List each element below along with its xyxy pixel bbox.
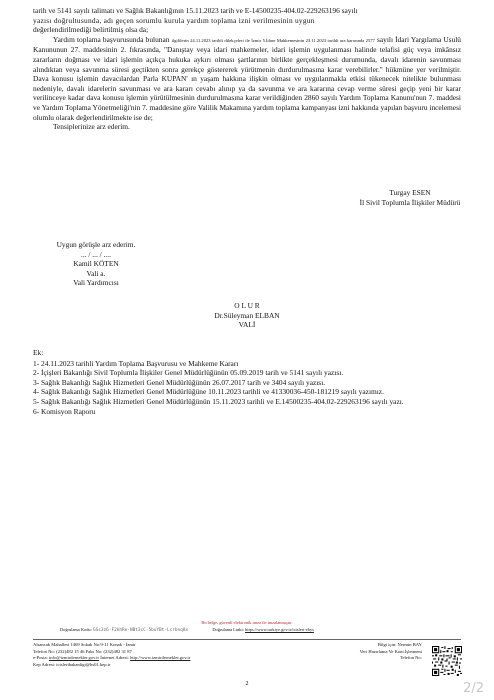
body-text-rest: sayılı İdari Yargılama Usulü Kanununun 27. maddesinin 2. fıkrasında, "Danıştay veya idari mahkemeler, idari işlemin uygulanması halinde telafisi güç veya imkânsız zararların doğması ve idari işlemin açıkça hukuka aykırı olması şartlarının birlikte gerçekleşmesi durumunda, davalı idarenin savunması alındıktan veya savunma süresi geçtikten sonra gerekçe göstererek yürütmenin durdurulmasına karar verebilirler." hükmüne yer verilmiştir. Dava konusu işlemin davacılardan Parla KUPAN' ın yaşam hakkına ilişkin olması ve uygulanmakla etkisi tükenecek nitelikte bulunması nedeniyle, davalı idarelerin savunması ve ara kararı cevabı alınıp ya da savunma ve ara kararına cevap verme süresi geçip yeni bir karar verilinceye kadar dava konusu işlemin yürütülmesinin durdurulmasına karar verildiğinden 2860 sayılı Yardım Toplama Kanunu'nun 7. maddesi ve Yardım Toplama Yönetmeliği'nin 7. maddesine göre Valilik Makamına yardım toplama kampanyası izni hakkında yapılan başvuru incelemesi olumlu olarak değerlendirilmekte ise de; <box>33 34 461 122</box>
attachment-item: 2- İçişleri Bakanlığı Sivil Toplumla İlişkiler Genel Müdürlüğünün 05.09.2019 tarih ve 5141 sayılı yazısı. <box>33 368 344 378</box>
letter-body <box>33 6 461 132</box>
body-line: değerlendirilmediği belirtilmiş olsa da; <box>33 25 149 35</box>
attachment-item: 4- Sağlık Bakanlığı Sağlık Hizmetleri Genel Müdürlüğüne 10.11.2023 tarihli ve 41330036-450-181219 sayılı yazımız. <box>33 387 384 397</box>
web-link[interactable]: http://www.izmirdernekler.gov.tr <box>130 655 191 661</box>
approval-name: Kamil KÖTEN <box>73 259 119 269</box>
attachment-item: 5- Sağlık Bakanlığı Sağlık Hizmetleri Genel Müdürlüğünün 15.11.2023 tarihli ve E.14500235-404.02-229263196 sayılı yazı. <box>33 396 404 406</box>
attachment-item: 1- 24.11.2023 tarihli Yardım Toplama Başvurusu ve Mahkeme Kararı <box>33 358 239 368</box>
body-text-start: Yardım toplama başvurusunda bulunan <box>53 34 170 44</box>
approval-text: Uygun görüşle arz ederim. <box>56 240 136 249</box>
approval-role: Vali a. <box>86 268 106 278</box>
web-label: İnternet Adresi: <box>100 655 129 661</box>
email-label: e-Posta: <box>33 655 48 661</box>
email-web-line <box>33 655 190 662</box>
page-count-indicator: 2/2 <box>463 681 484 696</box>
verification-line <box>60 627 440 633</box>
contact-block <box>33 642 190 668</box>
attachment-item: 3- Sağlık Bakanlığı Sağlık Hizmetleri Genel Müdürlüğünün 26.07.2017 tarih ve 3404 sayılı yazısı. <box>33 377 326 387</box>
signer-block <box>290 188 494 207</box>
olur-title: VALİ <box>238 320 256 330</box>
approval-date: ... / ... / .... <box>81 249 111 259</box>
page-number: 2 <box>245 681 249 687</box>
footer-divider <box>33 639 461 640</box>
attachments-list <box>33 348 461 416</box>
verify-code: GSs3z6-F2khRe-NBt3cC-5buYBt-Lcrbnq8x <box>92 628 189 633</box>
verify-code-label: Doğrulama Kodu: <box>60 627 92 632</box>
address: Alsancak Mahallesi 1469 Sokak No:9-11 Konak - İzmir <box>33 642 136 647</box>
approval-block <box>36 240 156 288</box>
body-text-small: ilgililerin 24.11.2023 tarihli dilekçeleri ile İzmir 5.İdare Mahkemesinin 23.11.2023 tarihli ara kararında 2577 <box>171 37 375 43</box>
verify-link-label: Doğrulama Linki: <box>212 627 244 632</box>
attachment-item: 6- Komisyon Raporu <box>33 406 96 416</box>
olur-name: Dr.Süleyman ELBAN <box>214 310 280 320</box>
attachments-heading: Ek: <box>33 348 44 357</box>
signer-title: İl Sivil Toplumla İlişkiler Müdürü <box>359 197 461 207</box>
body-paragraph-court <box>33 35 461 122</box>
email-link[interactable]: info@izmirdernekler.gov.tr <box>48 655 100 661</box>
info-contact-block <box>360 642 422 662</box>
closing-line: Tensiplerinize arz ederim. <box>53 122 130 132</box>
body-line: tarih ve 5141 sayılı talimatı ve Sağlık Bakanlığının 15.11.2023 tarih ve E-14500235-404.02-229263196 sayılı <box>33 6 358 15</box>
approval-role: Vali Yardımcısı <box>73 278 119 288</box>
info-contact: Bilgi için: Nermin BAY <box>377 642 422 647</box>
info-dept: Veri Hazırlama Ve Kont.İşletmeni <box>359 648 422 654</box>
kep-address: Kep Adresi: icisleribakanligi@hs01.kep.tr <box>33 661 111 667</box>
phone-fax: Telefon No: (232)482 15 46 Faks No: (232)482 31 87 <box>33 648 132 654</box>
olur-block <box>167 301 327 330</box>
esign-note: Bu belge, güvenli elektronik imza ile imzalanmıştır. <box>201 620 293 625</box>
body-line: yazısı doğrultusunda, adı geçen sorumlu kurula yardım toplama izni verilmesinin uygun <box>33 15 315 25</box>
signer-name: Turgay ESEN <box>389 188 431 197</box>
info-phone: Telefon No: <box>399 655 422 661</box>
verify-link[interactable]: https://www.turkiye.gov.tr/icisleri-ebys <box>245 627 314 632</box>
qr-code-icon <box>432 646 462 676</box>
olur-word: O L U R <box>234 301 260 310</box>
